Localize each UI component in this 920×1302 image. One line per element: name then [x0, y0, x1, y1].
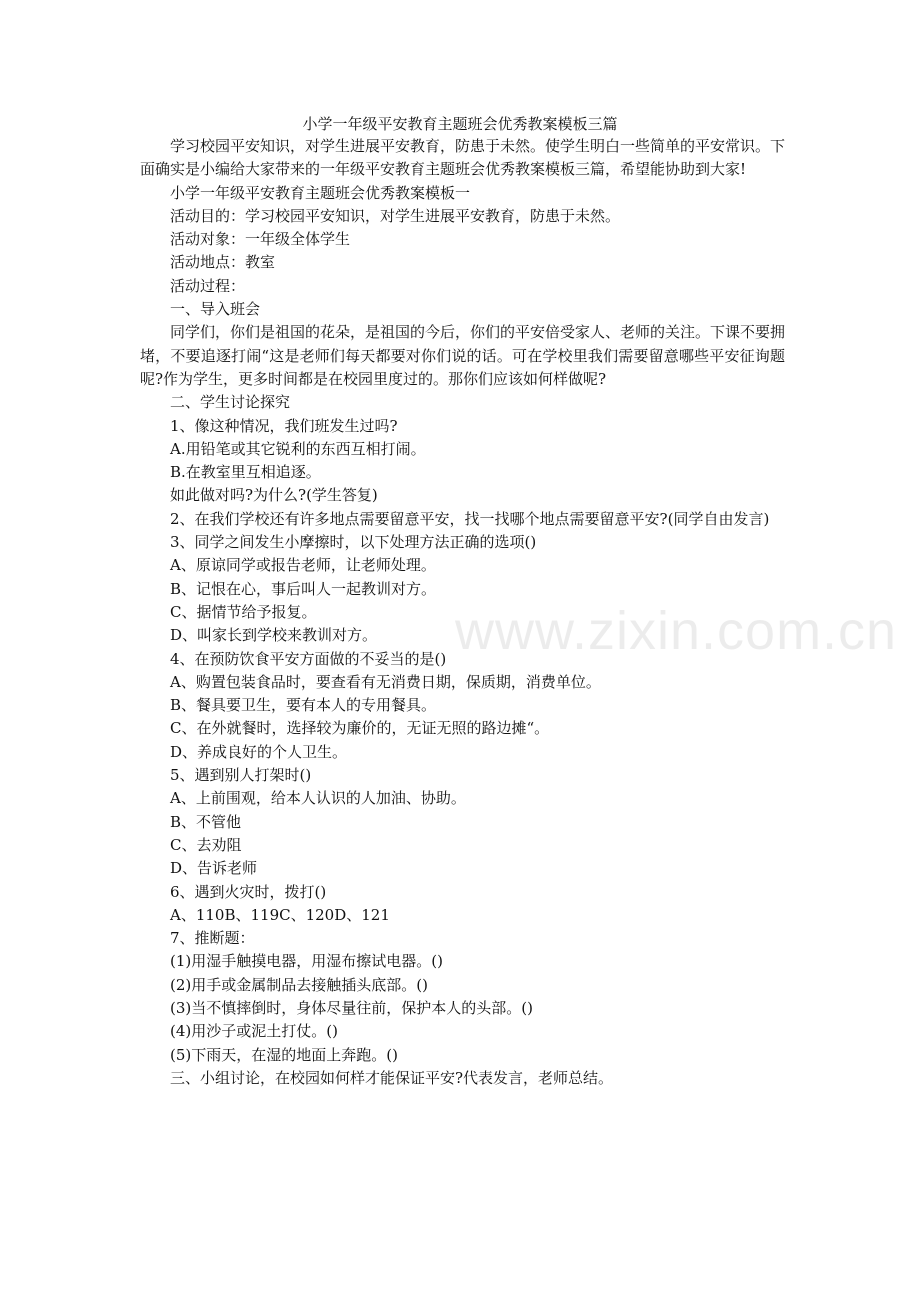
body-paragraph: (4)用沙子或泥土打仗。()	[170, 1022, 338, 1041]
body-paragraph: 2、在我们学校还有许多地点需要留意平安，找一找哪个地点需要留意平安?(同学自由发言)	[170, 509, 770, 528]
body-paragraph: 二、学生讨论探究	[170, 393, 291, 412]
body-paragraph: 5、遇到别人打架时()	[170, 766, 312, 785]
body-paragraph: B.在教室里互相追逐。	[170, 463, 321, 482]
body-paragraph: D、养成良好的个人卫生。	[170, 742, 348, 761]
body-paragraph: (2)用手或金属制品去接触插头底部。()	[170, 975, 428, 994]
body-paragraph: 如此做对吗?为什么?(学生答复)	[170, 486, 378, 505]
body-paragraph: 7、推断题：	[170, 929, 255, 948]
body-paragraph: 活动过程：	[170, 276, 246, 295]
body-paragraph: C、在外就餐时，选择较为廉价的，无证无照的路边摊“。	[170, 719, 550, 738]
body-paragraph: 1、像这种情况，我们班发生过吗?	[170, 416, 398, 435]
body-paragraph: A、上前围观，给本人认识的人加油、协助。	[170, 789, 466, 808]
body-paragraph: (5)下雨天，在湿的地面上奔跑。()	[170, 1045, 398, 1064]
body-paragraph: B、记恨在心，事后叫人一起教训对方。	[170, 579, 437, 598]
body-paragraph: C、据情节给予报复。	[170, 602, 317, 621]
body-paragraph: 活动目的：学习校园平安知识，对学生进展平安教育，防患于未然。	[170, 206, 621, 225]
body-paragraph: 同学们，你们是祖国的花朵，是祖国的今后，你们的平安倍受家人、老师的关注。下课不要拥堵，不要追逐打闹“这是老师们每天都要对你们说的话。可在学校里我们需要留意哪些平安征询题呢?作为学生，更多时间都是在校园里度过的。那你们应该如何样做呢?	[140, 323, 786, 388]
body-paragraph: A、购置包装食品时，要查看有无消费日期，保质期，消费单位。	[170, 672, 601, 691]
body-paragraph: 小学一年级平安教育主题班会优秀教案模板一	[170, 183, 471, 202]
document-body	[140, 135, 785, 1090]
body-paragraph: D、告诉老师	[170, 859, 258, 878]
body-paragraph: B、不管他	[170, 812, 242, 831]
body-paragraph: 一、导入班会	[170, 300, 261, 319]
body-paragraph: A、原谅同学或报告老师，让老师处理。	[170, 556, 436, 575]
document-title: 小学一年级平安教育主题班会优秀教案模板三篇	[302, 115, 618, 133]
body-paragraph: 4、在预防饮食平安方面做的不妥当的是()	[170, 649, 447, 668]
body-paragraph: 三、小组讨论，在校园如何样才能保证平安?代表发言，老师总结。	[170, 1068, 614, 1087]
body-paragraph: 活动对象：一年级全体学生	[170, 230, 351, 249]
body-paragraph: 学习校园平安知识，对学生进展平安教育，防患于未然。使学生明白一些简单的平安常识。下面确实是小编给大家带来的一年级平安教育主题班会优秀教案模板三篇，希望能协助到大家!	[140, 137, 786, 179]
watermark: www.zixin.com.cn	[455, 601, 898, 661]
body-paragraph: D、叫家长到学校来教训对方。	[170, 626, 378, 645]
body-paragraph: 3、同学之间发生小摩擦时，以下处理方法正确的选项()	[170, 533, 537, 552]
body-paragraph: C、去劝阻	[170, 835, 242, 854]
body-paragraph: B、餐具要卫生，要有本人的专用餐具。	[170, 696, 437, 715]
body-paragraph: (3)当不慎摔倒时，身体尽量往前，保护本人的头部。()	[170, 998, 533, 1017]
body-paragraph: 活动地点：教室	[170, 253, 276, 272]
body-paragraph: 6、遇到火灾时，拨打()	[170, 882, 327, 901]
body-paragraph: A、110B、119C、120D、121	[170, 905, 390, 924]
body-paragraph: (1)用湿手触摸电器，用湿布擦试电器。()	[170, 952, 443, 971]
body-paragraph: A.用铅笔或其它锐利的东西互相打闹。	[170, 439, 426, 458]
